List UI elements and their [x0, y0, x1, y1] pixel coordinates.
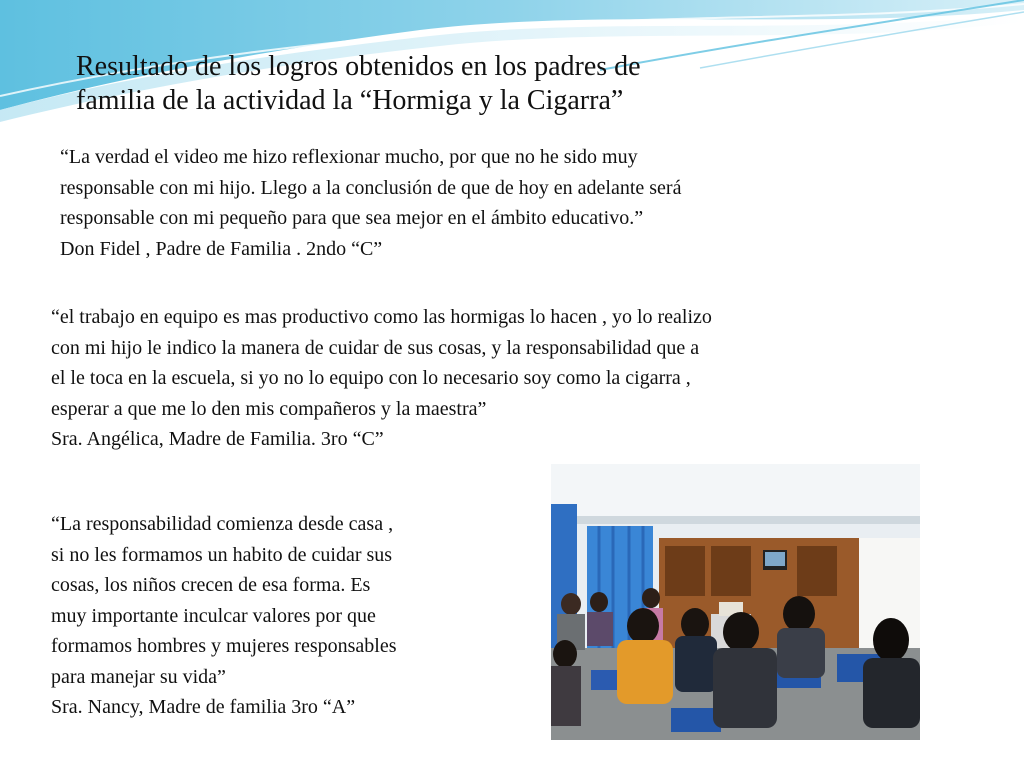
quote-line: responsable con mi pequeño para que sea mejor en el ámbito educativo.”	[60, 207, 644, 229]
quote-line: “La verdad el video me hizo reflexionar mucho, por que no he sido muy	[60, 146, 638, 168]
quote-line: muy importante inculcar valores por que	[51, 604, 376, 627]
quote-line: esperar a que me lo den mis compañeros y la maestra”	[51, 397, 487, 420]
quote-don-fidel	[60, 142, 960, 264]
quote-author: Sra. Nancy, Madre de familia 3ro “A”	[51, 696, 356, 718]
quote-line: “el trabajo en equipo es mas productivo como las hormigas lo hacen , yo lo realizo	[51, 306, 712, 328]
quote-line: con mi hijo le indico la manera de cuidar de sus cosas, y la responsabilidad que a	[51, 336, 700, 359]
quote-line: responsable con mi hijo. Llego a la conclusión de que de hoy en adelante será	[60, 176, 682, 199]
slide-title	[76, 50, 876, 118]
classroom-meeting-photo	[551, 464, 920, 740]
quote-line: formamos hombres y mujeres responsables	[51, 635, 397, 657]
quote-line: “La responsabilidad comienza desde casa ,	[51, 513, 394, 535]
title-line-2: familia de la actividad la “Hormiga y la Cigarra”	[76, 85, 624, 116]
quote-line: cosas, los niños crecen de esa forma. Es	[51, 574, 371, 596]
title-line-1: Resultado de los logros obtenidos en los padres de	[76, 51, 641, 82]
quote-author: Don Fidel , Padre de Familia . 2ndo “C”	[60, 237, 383, 260]
quote-sra-nancy	[51, 509, 541, 723]
quote-line: para manejar su vida”	[51, 665, 226, 688]
quote-sra-angelica	[51, 302, 971, 455]
quote-author: Sra. Angélica, Madre de Familia. 3ro “C”	[51, 428, 384, 450]
quote-line: el le toca en la escuela, si yo no lo equipo con lo necesario soy como la cigarra ,	[51, 367, 691, 389]
quote-line: si no les formamos un habito de cuidar sus	[51, 543, 393, 566]
